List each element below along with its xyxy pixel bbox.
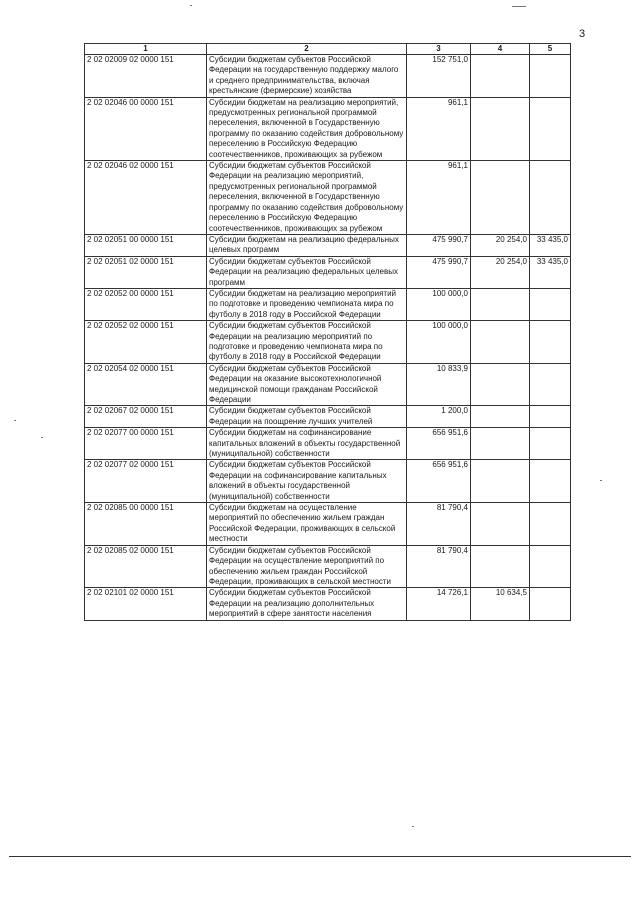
row-code-cell: 2 02 02052 00 0000 151: [85, 288, 207, 320]
row-value-col3: 1 200,0: [407, 406, 471, 428]
row-code-cell: 2 02 02009 02 0000 151: [85, 55, 207, 98]
table-row: [85, 428, 571, 460]
table-row: [85, 55, 571, 98]
row-code-cell: 2 02 02085 00 0000 151: [85, 503, 207, 546]
row-code-cell: 2 02 02054 02 0000 151: [85, 363, 207, 406]
row-value-col3: 475 990,7: [407, 256, 471, 288]
row-code-cell: 2 02 02051 02 0000 151: [85, 256, 207, 288]
table-row: [85, 97, 571, 160]
row-value-col5: [530, 406, 571, 428]
row-value-col5: [530, 288, 571, 320]
row-name-cell: Субсидии бюджетам субъектов Российской Федерации на реализацию федеральных целевых программ: [207, 256, 407, 288]
row-value-col5: [530, 503, 571, 546]
scan-speck: [600, 480, 602, 481]
row-value-col5: [530, 363, 571, 406]
scan-speck: [41, 437, 43, 438]
row-name-cell: Субсидии бюджетам субъектов Российской Федерации на софинансирование капитальных вложений в объекты государственной (муниципальной) собственности: [207, 460, 407, 503]
row-value-col3: 656 951,6: [407, 460, 471, 503]
scan-speck: [190, 5, 192, 6]
row-value-col4: [471, 97, 530, 160]
row-value-col4: [471, 363, 530, 406]
row-value-col5: [530, 545, 571, 588]
row-name-cell: Субсидии бюджетам субъектов Российской Федерации на поощрение лучших учителей: [207, 406, 407, 428]
row-value-col3: 81 790,4: [407, 545, 471, 588]
budget-table: [84, 43, 571, 621]
row-value-col5: [530, 55, 571, 98]
row-value-col5: 33 435,0: [530, 256, 571, 288]
row-value-col4: [471, 406, 530, 428]
row-value-col5: [530, 588, 571, 620]
row-name-cell: Субсидии бюджетам субъектов Российской Федерации на реализацию мероприятий по подготовке и проведению чемпионата мира по футболу в 2018 году в Российской Федерации: [207, 321, 407, 364]
row-value-col5: [530, 97, 571, 160]
row-value-col4: [471, 503, 530, 546]
scan-speck: [512, 6, 526, 7]
row-code-cell: 2 02 02046 00 0000 151: [85, 97, 207, 160]
row-value-col5: 33 435,0: [530, 234, 571, 256]
row-value-col3: 100 000,0: [407, 288, 471, 320]
table-row: [85, 588, 571, 620]
row-code-cell: 2 02 02077 02 0000 151: [85, 460, 207, 503]
column-header-3: 3: [407, 44, 471, 55]
table-row: [85, 406, 571, 428]
row-value-col4: [471, 321, 530, 364]
row-name-cell: Субсидии бюджетам на реализацию мероприятий по подготовке и проведению чемпионата мира по футболу в 2018 году в Российской Федерации: [207, 288, 407, 320]
bottom-rule: [9, 856, 631, 857]
table-row: [85, 161, 571, 235]
row-name-cell: Субсидии бюджетам на реализацию мероприятий, предусмотренных региональной программой переселения, включенной в Государственную программу по оказанию содействия добровольному переселению в Российскую Федерацию соотечественников, проживающих за рубежом: [207, 97, 407, 160]
row-name-cell: Субсидии бюджетам на осуществление мероприятий по обеспечению жильем граждан Российской Федерации, проживающих в сельской местности: [207, 503, 407, 546]
table-body: [85, 55, 571, 621]
row-code-cell: 2 02 02077 00 0000 151: [85, 428, 207, 460]
row-name-cell: Субсидии бюджетам на софинансирование капитальных вложений в объекты государственной (муниципальной) собственности: [207, 428, 407, 460]
row-code-cell: 2 02 02085 02 0000 151: [85, 545, 207, 588]
row-value-col4: [471, 545, 530, 588]
row-name-cell: Субсидии бюджетам субъектов Российской Федерации на реализацию дополнительных мероприятий в сфере занятости населения: [207, 588, 407, 620]
row-code-cell: 2 02 02052 02 0000 151: [85, 321, 207, 364]
row-code-cell: 2 02 02051 00 0000 151: [85, 234, 207, 256]
column-header-1: 1: [85, 44, 207, 55]
table-header-row: [85, 44, 571, 55]
row-value-col5: [530, 460, 571, 503]
row-value-col4: [471, 55, 530, 98]
row-value-col4: [471, 460, 530, 503]
row-value-col4: [471, 428, 530, 460]
row-value-col3: 961,1: [407, 161, 471, 235]
row-value-col3: 656 951,6: [407, 428, 471, 460]
column-header-5: 5: [530, 44, 571, 55]
row-name-cell: Субсидии бюджетам субъектов Российской Федерации на оказание высокотехнологичной медицинской помощи гражданам Российской Федерации: [207, 363, 407, 406]
row-value-col4: 20 254,0: [471, 256, 530, 288]
row-value-col4: 20 254,0: [471, 234, 530, 256]
row-value-col5: [530, 321, 571, 364]
table-row: [85, 363, 571, 406]
row-value-col3: 81 790,4: [407, 503, 471, 546]
table-row: [85, 288, 571, 320]
row-name-cell: Субсидии бюджетам на реализацию федеральных целевых программ: [207, 234, 407, 256]
page-number: 3: [579, 28, 586, 40]
table-row: [85, 545, 571, 588]
row-code-cell: 2 02 02046 02 0000 151: [85, 161, 207, 235]
table-row: [85, 234, 571, 256]
row-value-col5: [530, 161, 571, 235]
table-row: [85, 460, 571, 503]
row-value-col3: 152 751,0: [407, 55, 471, 98]
column-header-2: 2: [207, 44, 407, 55]
row-value-col3: 961,1: [407, 97, 471, 160]
row-name-cell: Субсидии бюджетам субъектов Российской Федерации на реализацию мероприятий, предусмотренных региональной программой переселения, включенной в Государственную программу по оказанию содействия добровольному переселению в Российскую Федерацию соотечественников, проживающих за рубежом: [207, 161, 407, 235]
table-row: [85, 503, 571, 546]
table-row: [85, 321, 571, 364]
row-value-col5: [530, 428, 571, 460]
row-value-col3: 475 990,7: [407, 234, 471, 256]
row-value-col4: [471, 288, 530, 320]
scan-speck: [14, 420, 16, 421]
row-value-col4: 10 634,5: [471, 588, 530, 620]
row-name-cell: Субсидии бюджетам субъектов Российской Федерации на государственную поддержку малого и среднего предпринимательства, включая крестьянские (фермерские) хозяйства: [207, 55, 407, 98]
row-value-col3: 100 000,0: [407, 321, 471, 364]
row-value-col3: 10 833,9: [407, 363, 471, 406]
row-value-col4: [471, 161, 530, 235]
scan-speck: [412, 826, 414, 827]
row-code-cell: 2 02 02101 02 0000 151: [85, 588, 207, 620]
row-name-cell: Субсидии бюджетам субъектов Российской Федерации на осуществление мероприятий по обеспечению жильем граждан Российской Федерации, проживающих в сельской местности: [207, 545, 407, 588]
row-code-cell: 2 02 02067 02 0000 151: [85, 406, 207, 428]
table-row: [85, 256, 571, 288]
row-value-col3: 14 726,1: [407, 588, 471, 620]
column-header-4: 4: [471, 44, 530, 55]
